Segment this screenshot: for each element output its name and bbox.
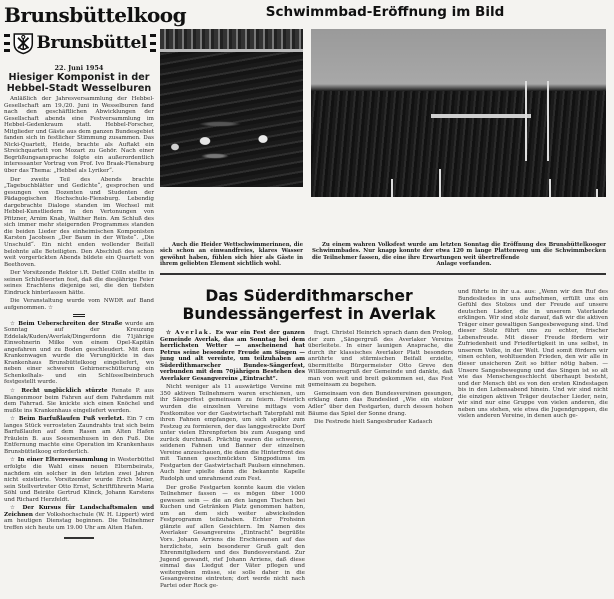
- local-note: ☆ Recht unglücklich stürzte Renate P. aus Blangenmoor beim Fahren auf dem Fahrdamm mit dem Fahrrad. Sie knickte sich einen Knöchel und mußte ins Krankenhaus eingeliefert werden.: [4, 387, 155, 414]
- decorative-bars-left: [4, 34, 10, 52]
- paragraph: Der große Festgarten konnte kaum die vielen Teilnehmer fassen — es mögen über 1000 gewesen sein — die an den langen Tischen bei Kuchen und Getränken Platz genommen hatten, um an dem sich weiter abwickelnden Festprogramm teilzuhaben. Echter Frohsinn glänzte auf allen Gesichtern. Im Namen des Averlaker Gesangvereins „Eintracht“ begrüßte Vors. Johann Arriens die Erschienenen auf das herzlichste, sein besonderer Gruß galt den Ehrenmitgliedern und des Bundesverstand. Zur Jugend gewandt, rief Johann Arriens, daß diese einmal das Liedgut der Väter pflegen und weitergeben müsse, sie solle daher in die Gesangvereine eintreten; dort werde nicht nach Partei oder Rock ge-: [160, 484, 305, 589]
- local-note: ☆ Beim Ueberschreiten der Straße wurde am Sonntag auf der Kreuzung Eddelak/Kuden/Averlak/Dingerdonn die 71jährige Einwohnerin Milke von einem Opel-Kapitän angefahren und zu Boden geschleudert. Mit dem Krankenwagen wurde die Verunglückte in das Krankenhaus Brunsbüttelkoog eingeliefert, wo neben einer schweren Gehirnerschütterung ein Schenkelhals- und ein Schlüsselbeinbruch festgestellt wurde.: [4, 320, 154, 386]
- note-lead: Beim Barfußlaufen Fuß verletzt.: [18, 416, 125, 423]
- photo-pool-edge: [160, 49, 303, 52]
- dateline: Averlak.: [175, 330, 213, 336]
- masthead-title: Brunsbüttelkoog: [4, 3, 187, 27]
- paragraph: Anläßlich der Jahresversammlung der Hebbel-Gesellschaft am 19./20. Juni in Wesselburen fand nach den geschäftlichen Abwicklungen der Gesellschaft abends eine Festversammlung im Hebbel-Gedenkraum statt. Hebbel-Forscher, Mitglieder und Gäste aus dem ganzen Bundesgebiet fanden sich in festlicher Stimmung zusammen. Das Nicki-Quartett, Heide, brachte als Auftakt ein Streichquartett von Mozart zu Gehör. Nach einer Begrüßungsansprache folgte ein außerordentlich interessanter Vortrag von Prof. Ivo Braak-Flensburg über das Thema: „Hebbel als Lyriker“.: [4, 96, 154, 175]
- note-lead: Beim Ueberschreiten der Straße: [18, 320, 123, 327]
- issue-date: 22. Juni 1954: [54, 64, 104, 72]
- left-headline: Hiesiger Komponist in der Hebbel-Stadt Wesselburen: [6, 72, 152, 94]
- main-article-column-1: [160, 330, 305, 591]
- photo-pool-line: [431, 114, 531, 118]
- paragraph: Nicht weniger als 11 auswärtige Vereine mit 350 aktiven Teilnehmern waren erschienen, um ihr Sängerfest gemeinsam zu feiern. Feierlich wurden die einzelnen Vereine mittags vom Festkomitee vor der Gastwirtschaft Taterpfahl mit ihren Fahnen empfangen, um sich später zum Festzug zu formieren, der das langgestreckte Dorf unter vielen Ehrenpforten bis zum Ausgang und zurück durchmaß. Prächtig waren die schweren, seidenen Fahnen und Banner der einzelnen Vereine anzuschauen, die dann die Hinterfront des mit Tannen geschmückten Singpodiums im Festgarten der Gastwirtschaft Paulsen einnehmen. Auch hier spielte dann die bekannte Kapelle Rudolph und umrahmend zum Fest.: [160, 384, 305, 483]
- note-text: Renate P. aus Blangenmoor beim Fahren auf dem Fahrdamm mit dem Fahrrad. Sie knickte sich einen Knöchel und mußte ins Krankenhaus eingeliefert werden.: [4, 387, 155, 414]
- caption-left: Auch die Heider Wettschwimmerinnen, die sich schon an einwandfreies, klares Wasser gewöhnt haben, fühlen sich hier als Gäste in ihrem geliebten Element sichtlich wohl.: [160, 242, 303, 268]
- photo-post: [549, 179, 551, 197]
- local-note: ☆ In einer Elternversammlung in Westerbüttel erfolgte die Wahl eines neuen Elternbeirats, nachdem ein solcher in den letzten zwei Jahren nicht existierte. Vorsitzender wurde Erich Meier, sein Stellvertreter Otto Ernst, Schriftführerin Maria Söhl und Beiräte Gertrud Klinck, Johann Karstens und Richard Herzfeldt.: [4, 457, 155, 503]
- caption-right-text: Zu einem wahren Volksfest wurde am letzten Sonntag die Eröffnung des Brunsbüttelkooger Schwimmbades. Nur knapp konnte der etwa 120 m lange Plattenweg um die Schwimmbecken die Teilnehmer fassen, die eine ihre Erwartungen weit übertreffende: [312, 242, 606, 261]
- photo-post: [391, 179, 393, 197]
- left-article-column: [4, 96, 154, 539]
- decorative-bars-right: [150, 34, 156, 52]
- photo-post: [596, 189, 598, 197]
- local-note: ☆ Beim Barfußlaufen Fuß verletzt. Ein 7 cm langes Stück verrosteten Zaundrahts trat sich beim Barfußlaufen auf dem Rasen am Alten Hafen Fräulein B. aus Soesmenhusen in den Fuß. Die Entfernung machte eine Operation im Krankenhaus Brunsbüttelkoog erforderlich.: [4, 416, 154, 455]
- masthead-subtitle: Brunsbüttel: [36, 33, 147, 53]
- photo-swimmers: [160, 29, 303, 187]
- anchor-crest-icon: [12, 28, 35, 58]
- paragraph: Die Veranstaltung wurde vom NWDR auf Band aufgenommen. ☆: [4, 298, 154, 311]
- masthead-subtitle-row: [4, 28, 156, 58]
- paragraph: Die Festrede hielt Sangesbruder Kadasch: [314, 419, 433, 426]
- note-lead: In einer Elternversammlung: [17, 457, 108, 464]
- section-separator: [73, 314, 85, 317]
- paragraph: und führte in ihr u.a. aus: „Wenn wir den Ruf des Bundesliedes in uns aufnehmen, erfüllt uns ein Gefühl des Stolzes und der Freude auf unsere deutschen Lieder, die in unserem Vaterlande erklingen. Wir sind stolz darauf, daß wir die aktiven Träger einer gewaltigen Sangesbewegung sind. Und dieser Stolz führt uns zu echter, frischer Lebensfreude. Mit dieser Freude fördern wir Zufriedenheit und Friedfertigkeit in uns selbst, in unserem Volke, in der Welt. Und somit fördern wir einen echten, wohltuenden Frieden, den wir alle in dieser unsicheren Zeit so bitter nötig haben. — Unsere Sangesbewegung und das Singen ist so alt wie das Menschengeschlecht überhaupt besteht, und der Mensch übt es von den ersten Kindestagen bis in den Lebensabend hinein. Und wir sind nicht die einzigen aktiven Träger deutscher Lieder, nein, wir sind nur eine Gruppe von vielen anderen, die neben uns stehen, wie etwa die Jugendgruppen, die vielen anderen Vereine, in denen auch ge-: [458, 289, 608, 420]
- lead-text: Es war ein Fest der ganzen Gemeinde Averlak, das am Sonntag bei dem herrlichsten Wetter — anscheinend hat Petrus seine besondere Freude am Singen — jung und alt vereinte, um teilzuhaben am Süderdithmarscher Bundes-Sängerfest, verbunden mit dem 70jährigen Bestehen des Averlaker Gesangvereins „Eintracht“.: [160, 330, 305, 382]
- photo-crowd-pool: [311, 29, 606, 197]
- photo-diving-tower: [525, 81, 549, 161]
- main-article-column-2: [308, 330, 453, 428]
- caption-right: [312, 242, 606, 268]
- end-rule: [64, 537, 94, 539]
- note-text: Ein 7 cm langes Stück verrosteten Zaundrahts trat sich beim Barfußlaufen auf dem Rasen am Alten Hafen Fräulein B. aus Soesmenhusen in den Fuß. Die Entfernung machte eine Operation im Krankenhaus Brunsbüttelkoog erforderlich.: [4, 416, 154, 455]
- note-text: der Volkshochschule (W. H. Lippert) wird am heutigen Dienstag beginnen. Die Teilnehmer treffen sich heute um 19.00 Uhr am Alten Hafen.: [4, 511, 154, 531]
- lead-paragraph: ☆ Averlak. Es war ein Fest der ganzen Gemeinde Averlak, das am Sonntag bei dem herrlichsten Wetter — anscheinend hat Petrus seine besondere Freude am Singen — jung und alt vereinte, um teilzuhaben am Süderdithmarscher Bundes-Sängerfest, verbunden mit dem 70jährigen Bestehen des Averlaker Gesangvereins „Eintracht“.: [160, 330, 305, 382]
- paragraph: Der Vorsitzende Rektor i.R. Detlef Cölln stellte in seinen Schlußworten fest, daß die diesjährige Feier seines Erachtens diejenige sei, die den tiefsten Eindruck hinterlassen hätte.: [4, 270, 154, 296]
- local-note: ☆ Der Kursus für Landschaftsmalen und Zeichnen der Volkshochschule (W. H. Lippert) wird am heutigen Dienstag beginnen. Die Teilnehmer treffen sich heute um 19.00 Uhr am Alten Hafen.: [4, 505, 154, 531]
- note-lead: Recht unglücklich stürzte: [21, 387, 108, 394]
- paragraph: Gemeinsam von den Bundesvereinen gesungen, erklang dann das Bundeslied „Wie ein stolzer Adler“ über den Festgarten, durch dessen hohen Bäume das Spiel der Sonne drang.: [308, 390, 453, 417]
- note-lead: Der Kursus für Landschaftsmalen und Zeichnen: [4, 505, 154, 518]
- photo-post: [439, 169, 441, 197]
- main-headline: Das Süderdithmarscher Bundessängerfest in Averlak: [182, 287, 436, 323]
- note-text: in Westerbüttel erfolgte die Wahl eines neuen Elternbeirats, nachdem ein solcher in den letzten zwei Jahren nicht existierte. Vorsitzender wurde Erich Meier, sein Stellvertreter Otto Ernst, Schriftführerin Maria Söhl und Beiräte Gertrud Klinck, Johann Karstens und Richard Herzfeldt.: [4, 457, 155, 503]
- photo-deck: [160, 29, 303, 49]
- horizontal-rule: [160, 273, 606, 275]
- paragraph: Der zweite Teil des Abends brachte „Tagebuchblätter und Gedichte“, gesprochen und gesungen von Dozenten und Studenten der Pädagogischen Hochschule-Flensburg. Lebendig dargebrachte Dialoge standen im Wechsel mit Hebbel-Kunstliedern in den Vertonungen von Pfitzner, Arnim Knab, Walther Rein. Am Schluß des sich immer mehr steigernden Programmes standen die beiden Lieder des einheimischen Komponisten Karsten Jacobsen „Der Baum in der Wüste“. „Die Unschuld“. Ein nicht enden wollender Beifall belohnte alle Beteiligten. Den Abschluß des schon weit vorgerückten Abends bildete ein Quartett von Beethoven.: [4, 176, 154, 268]
- caption-right-last: Anlage vorfanden.: [436, 261, 492, 268]
- note-text: wurde am Sonntag auf der Kreuzung Eddelak/Kuden/Averlak/Dingerdonn die 71jährige Einwohnerin Milke von einem Opel-Kapitän angefahren und zu Boden geschleudert. Mit dem Krankenwagen wurde die Verunglückte in das Krankenhaus Brunsbüttelkoog eingeliefert, wo neben einer schweren Gehirnerschütterung ein Schenkelhals- und ein Schlüsselbeinbruch festgestellt wurde.: [4, 320, 154, 386]
- main-article-column-3: [458, 289, 608, 422]
- photo-crowd: [311, 91, 606, 197]
- photo-section-title: Schwimmbad-Eröffnung im Bild: [265, 4, 505, 20]
- paragraph: fragt. Christel Heinrich sprach dann den Prolog, der zum „Sängergruß des Averlaker Vereins überleitete. In einer launigen Ansprache, die durch ihr klassisches Averlaker Platt besonders anrührte und stürmischen Beifall erzielte, übermittelte Bürgermeister Otto Greve den Willkommensgruß der Gemeinde und dankte, daß man von weit und breit gekommen sei, das Fest gemeinsam zu begehen.: [308, 330, 453, 389]
